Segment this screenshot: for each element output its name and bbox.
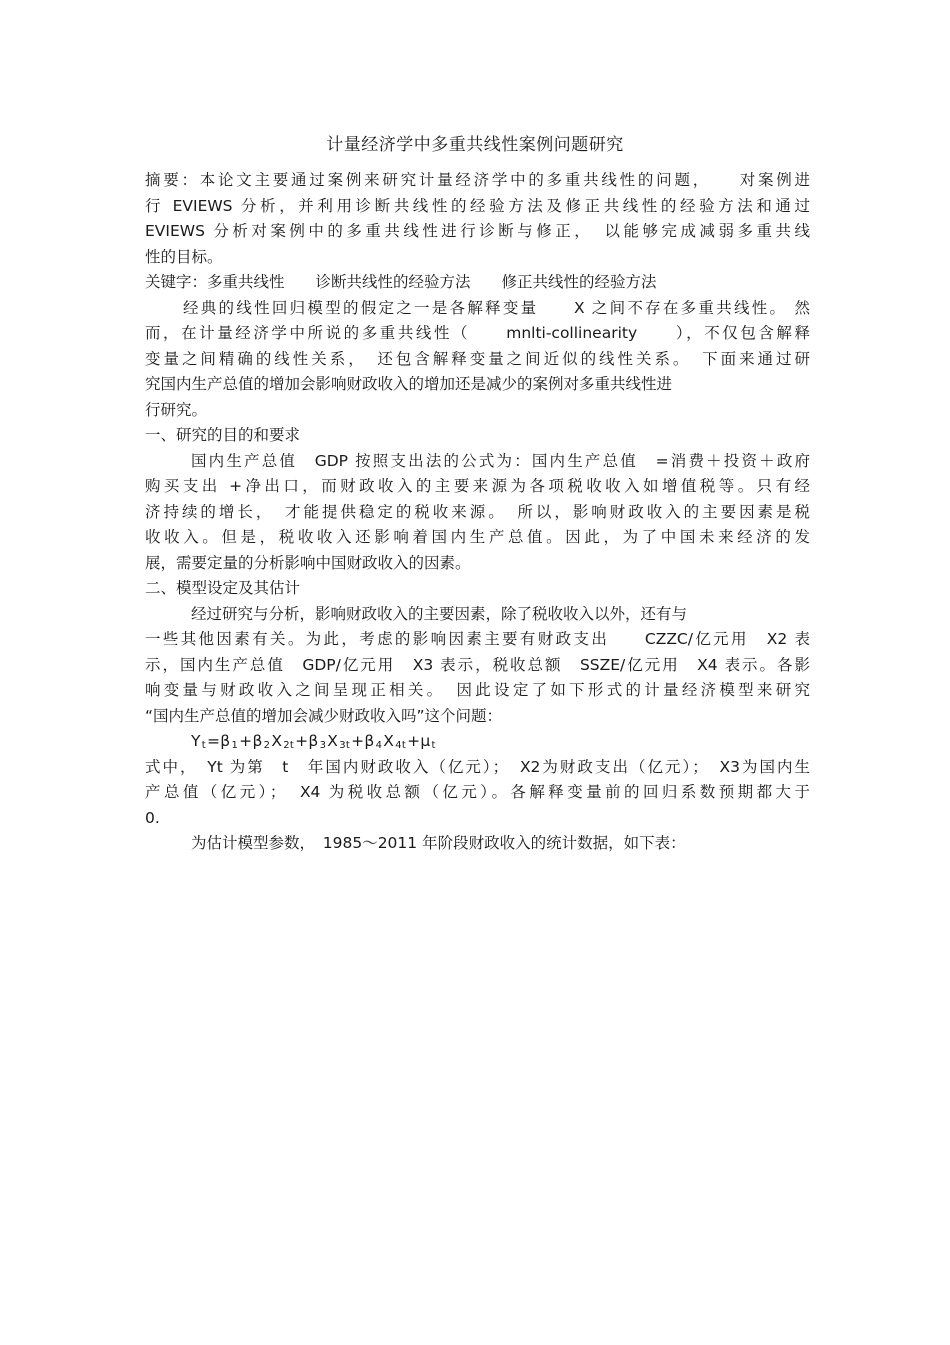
abstract-line-4: 性的目标。 [145,247,223,266]
section1-line-5: 展，需要定量的分析影响中国财政收入的因素。 [145,553,471,572]
section2-line-5: “国内生产总值的增加会减少财政收入吗”这个问题： [145,706,503,725]
intro-line-3: 变量之间精确的线性关系， 还包含解释变量之间近似的线性关系。 下面来通过研 [145,349,810,368]
formula-term: +β [351,732,375,750]
section1-line-1: 国内生产总值 GDP 按照支出法的公式为：国内生产总值 =消费＋投资＋政府 [191,451,810,470]
formula-sub: t [431,740,436,751]
formula-term: +μ [407,732,431,750]
formula-y: Y [191,732,201,750]
formula-explain-line-1: 式中， Yt 为第 t 年国内财政收入（亿元）； X2为财政支出（亿元）； X3为国内生 [145,757,810,776]
abstract-line-3: EVIEWS 分析对案例中的多重共线性进行诊断与修正， 以能够完成减弱多重共线 [145,222,810,240]
section2-line-3: 示，国内生产总值 GDP/亿元用 X3 表示，税收总额 SSZE/亿元用 X4 表示。各影 [145,655,810,674]
formula-sub: 2 [263,740,271,751]
section2-line-2: 一些其他因素有关。为此，考虑的影响因素主要有财政支出 CZZC/亿元用 X2 表 [145,630,810,648]
formula-term: +β [239,732,263,750]
formula-sub: 3t [339,740,351,751]
formula-term: +β [295,732,319,750]
page-title: 计量经济学中多重共线性案例问题研究 [326,135,624,155]
formula-sub: 1 [231,740,239,751]
intro-line-5: 行研究。 [145,400,208,419]
formula-term: =β [207,732,231,750]
section-heading-2: 二、模型设定及其估计 [145,579,301,597]
keywords-line: 关键字：多重共线性 诊断共线性的经验方法 修正共线性的经验方法 [145,273,657,291]
intro-line-2: 而，在计量经济学中所说的多重共线性（ mnlti-collinearity ），不仅包含解释 [145,324,810,342]
formula-term: X [271,732,283,750]
formula-sub: 3 [319,740,327,751]
abstract-line-1: 摘要：本论文主要通过案例来研究计量经济学中的多重共线性的问题， 对案例进 [145,171,810,189]
abstract-line-2: 行 EVIEWS 分析，并利用诊断共线性的经验方法及修正共线性的经验方法和通过 [145,196,810,215]
section1-line-4: 收收入。但是，税收收入还影响着国内生产总值。因此，为了中国未来经济的发 [145,528,810,546]
body-text [145,168,810,857]
formula-explain-line-3: 0. [145,808,160,827]
section2-line-1: 经过研究与分析，影响财政收入的主要因素，除了税收收入以外，还有与 [191,604,688,623]
section1-line-3: 济持续的增长， 才能提供稳定的税收来源。 所以，影响财政收入的主要因素是税 [145,502,810,521]
section-heading-1: 一、研究的目的和要求 [145,426,301,444]
intro-line-1: 经典的线性回归模型的假定之一是各解释变量 X 之间不存在多重共线性。 然 [183,298,810,317]
formula-sub: t [201,740,207,751]
formula-sub: 2t [283,740,295,751]
formula-sub: 4t [395,740,407,751]
formula-sub: 4 [375,740,383,751]
formula-term: X [383,732,395,750]
regression-formula [145,729,810,755]
intro-line-4: 究国内生产总值的增加会影响财政收入的增加还是减少的案例对多重共线性进 [145,375,673,393]
formula-explain-line-2: 产总值（亿元）； X4 为税收总额（亿元）。各解释变量前的回归系数预期都大于 [145,783,810,801]
section2-line-4: 响变量与财政收入之间呈现正相关。 因此设定了如下形式的计量经济模型来研究 [145,681,810,699]
formula-term: X [327,732,339,750]
section1-line-2: 购买支出 +净出口，而财政收入的主要来源为各项税收收入如增值税等。只有经 [145,477,810,495]
data-intro-line: 为估计模型参数， 1985～2011 年阶段财政收入的统计数据，如下表： [191,834,686,852]
